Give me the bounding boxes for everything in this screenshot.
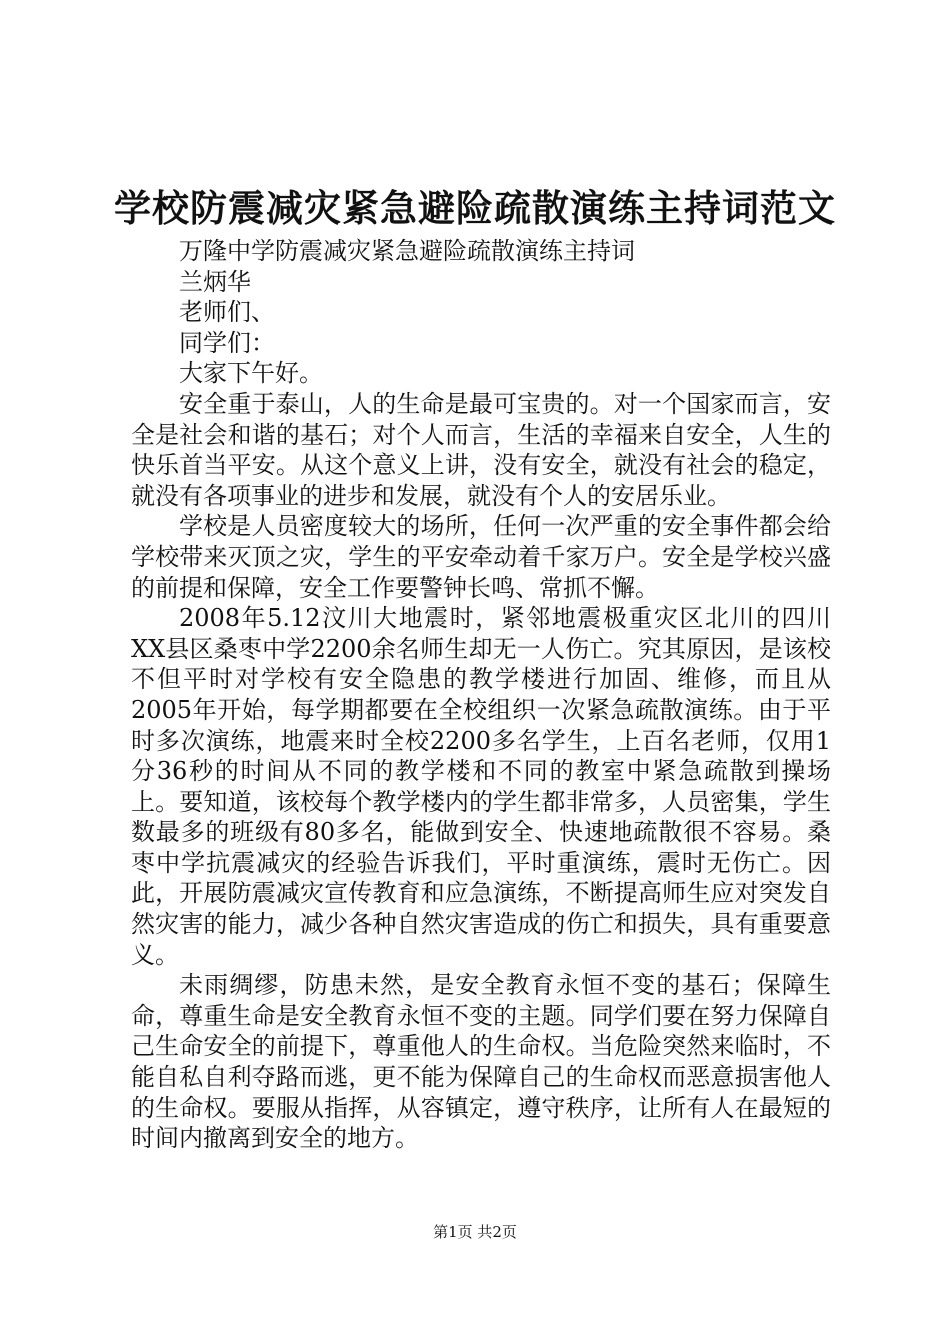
paragraph: 未雨绸缪，防患未然，是安全教育永恒不变的基石；保障生命，尊重生命是安全教育永恒不变的主题。同学们要在努力保障自己生命安全的前提下，尊重他人的生命权。当危险突然来临时，不能自私自利夺路而逃，更不能为保障自己的生命权而恶意损害他人的生命权。要服从指挥，从容镇定，遵守秩序，让所有人在最短的时间内撤离到安全的地方。 [131, 971, 831, 1153]
page-footer: 第1页 共2页 [433, 1223, 517, 1241]
intro-line-greeting-students: 同学们： [179, 328, 275, 357]
paragraph: 2008年5.12汶川大地震时，紧邻地震极重灾区北川的四川XX县区桑枣中学2200余名师生却无一人伤亡。究其原因，是该校不但平时对学校有安全隐患的教学楼进行加固、维修，而且从2005年开始，每学期都要在全校组织一次紧急疏散演练。由于平时多次演练，地震来时全校2200多名学生，上百名老师，仅用1分36秒的时间从不同的教学楼和不同的教室中紧急疏散到操场上。要知道，该校每个教学楼内的学生都非常多，人员密集，学生数最多的班级有80多名，能做到安全、快速地疏散很不容易。桑枣中学抗震减灾的经验告诉我们，平时重演练，震时无伤亡。因此，开展防震减灾宣传教育和应急演练，不断提高师生应对突发自然灾害的能力，减少各种自然灾害造成的伤亡和损失，具有重要意义。 [131, 604, 831, 969]
document-body [131, 236, 831, 1154]
intro-line-heading: 万隆中学防震减灾紧急避险疏散演练主持词 [179, 237, 635, 265]
paragraph: 学校是人员密度较大的场所，任何一次严重的安全事件都会给学校带来灭顶之灾，学生的平安牵动着千家万户。安全是学校兴盛的前提和保障，安全工作要警钟长鸣、常抓不懈。 [131, 512, 831, 602]
document-title: 学校防震减灾紧急避险疏散演练主持词范文 [114, 186, 836, 230]
paragraph: 安全重于泰山，人的生命是最可宝贵的。对一个国家而言，安全是社会和谐的基石；对个人而言，生活的幸福来自安全，人生的快乐首当平安。从这个意义上讲，没有安全，就没有社会的稳定，就没有各项事业的进步和发展，就没有个人的安居乐业。 [131, 389, 831, 510]
intro-line-greeting: 大家下午好。 [179, 359, 323, 388]
intro-line-author: 兰炳华 [179, 267, 251, 296]
intro-line-greeting-teachers: 老师们、 [179, 298, 275, 327]
